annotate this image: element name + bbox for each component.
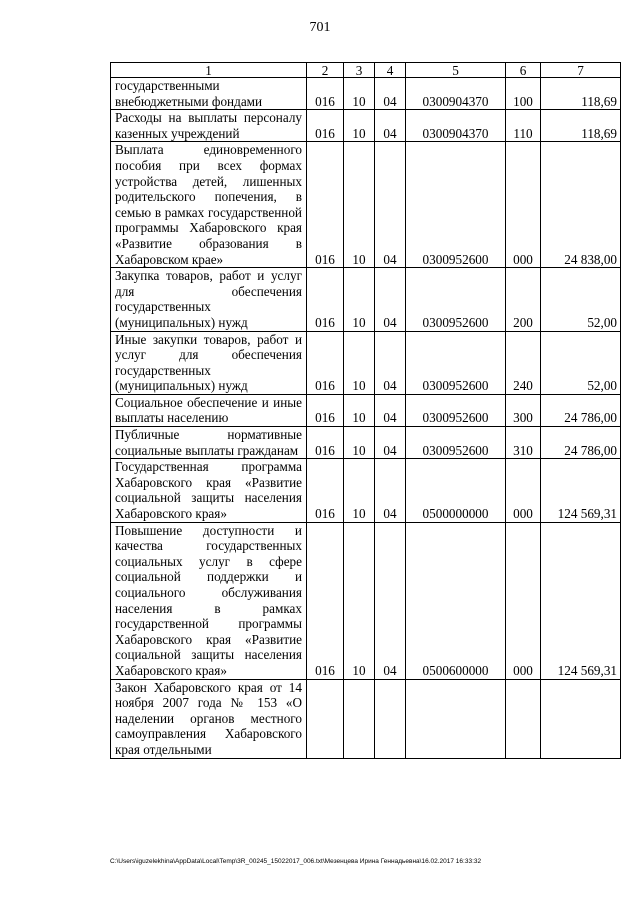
row-name-cell: Иные закупки товаров, работ и услуг для обеспечения государственных (муниципальных) нужд <box>111 331 307 394</box>
target-article-cell: 0300952600 <box>406 427 506 459</box>
table-row <box>111 394 621 426</box>
target-article-cell: 0300952600 <box>406 331 506 394</box>
subsection-cell: 04 <box>375 331 406 394</box>
table-row <box>111 459 621 522</box>
expense-type-cell <box>506 679 541 758</box>
row-name-cell: Социальное обеспечение и иные выплаты населению <box>111 394 307 426</box>
subsection-cell: 04 <box>375 142 406 268</box>
amount-cell: 24 838,00 <box>541 142 621 268</box>
subsection-cell <box>375 679 406 758</box>
target-article-cell: 0300904370 <box>406 110 506 142</box>
rz-cell: 016 <box>307 142 344 268</box>
target-article-cell: 0300904370 <box>406 78 506 110</box>
section-cell: 10 <box>344 394 375 426</box>
amount-cell: 24 786,00 <box>541 427 621 459</box>
section-cell: 10 <box>344 268 375 331</box>
rz-cell <box>307 679 344 758</box>
row-name-cell: Расходы на выплаты персоналу казенных учреждений <box>111 110 307 142</box>
amount-cell: 24 786,00 <box>541 394 621 426</box>
table-row <box>111 78 621 110</box>
section-cell: 10 <box>344 110 375 142</box>
section-cell: 10 <box>344 427 375 459</box>
table-row <box>111 110 621 142</box>
row-name-cell: Государственная программа Хабаровского края «Развитие социальной защиты населения Хабаровского края» <box>111 459 307 522</box>
row-name-cell: Закупка товаров, работ и услуг для обеспечения государственных (муниципальных) нужд <box>111 268 307 331</box>
expense-type-cell: 110 <box>506 110 541 142</box>
subsection-cell: 04 <box>375 394 406 426</box>
amount-cell: 52,00 <box>541 268 621 331</box>
rz-cell: 016 <box>307 78 344 110</box>
rz-cell: 016 <box>307 427 344 459</box>
amount-cell <box>541 679 621 758</box>
table-row <box>111 142 621 268</box>
expense-type-cell: 000 <box>506 459 541 522</box>
subsection-cell: 04 <box>375 78 406 110</box>
expense-type-cell: 100 <box>506 78 541 110</box>
section-cell: 10 <box>344 78 375 110</box>
amount-cell: 124 569,31 <box>541 459 621 522</box>
expense-type-cell: 200 <box>506 268 541 331</box>
rz-cell: 016 <box>307 394 344 426</box>
subsection-cell: 04 <box>375 522 406 679</box>
target-article-cell <box>406 679 506 758</box>
expense-type-cell: 000 <box>506 522 541 679</box>
expense-type-cell: 310 <box>506 427 541 459</box>
header-cell: 2 <box>307 63 344 78</box>
rz-cell: 016 <box>307 459 344 522</box>
file-path-footer: C:\Users\iguzelekhina\AppData\Local\Temp\3R_00245_15022017_006.txt\Мезенцева Ирина Геннадьевна\16.02.2017 16:33:32 <box>110 858 482 865</box>
row-name-cell: государственными внебюджетными фондами <box>111 78 307 110</box>
page-number: 701 <box>309 20 331 35</box>
subsection-cell: 04 <box>375 459 406 522</box>
header-cell: 7 <box>541 63 621 78</box>
amount-cell: 52,00 <box>541 331 621 394</box>
target-article-cell: 0500000000 <box>406 459 506 522</box>
table-row <box>111 268 621 331</box>
table-row <box>111 427 621 459</box>
header-cell: 4 <box>375 63 406 78</box>
expense-type-cell: 000 <box>506 142 541 268</box>
rz-cell: 016 <box>307 268 344 331</box>
amount-cell: 118,69 <box>541 78 621 110</box>
header-cell: 1 <box>111 63 307 78</box>
rz-cell: 016 <box>307 110 344 142</box>
header-cell: 3 <box>344 63 375 78</box>
target-article-cell: 0300952600 <box>406 394 506 426</box>
subsection-cell: 04 <box>375 110 406 142</box>
header-cell: 5 <box>406 63 506 78</box>
table-row <box>111 679 621 758</box>
section-cell: 10 <box>344 459 375 522</box>
budget-table <box>110 62 621 759</box>
expense-type-cell: 240 <box>506 331 541 394</box>
expense-type-cell: 300 <box>506 394 541 426</box>
rz-cell: 016 <box>307 331 344 394</box>
amount-cell: 124 569,31 <box>541 522 621 679</box>
row-name-cell: Повышение доступности и качества государственных социальных услуг в сфере социальной поддержки и социального обслуживания населения в рамках государственной программы Хабаровского края «Развитие социальной защиты населения Хабаровского края» <box>111 522 307 679</box>
row-name-cell: Выплата единовременного пособия при всех формах устройства детей, лишенных родительского попечения, в семью в рамках государственной программы Хабаровского края «Развитие образования в Хабаровском крае» <box>111 142 307 268</box>
section-cell: 10 <box>344 331 375 394</box>
section-cell: 10 <box>344 522 375 679</box>
target-article-cell: 0300952600 <box>406 142 506 268</box>
target-article-cell: 0300952600 <box>406 268 506 331</box>
table-row <box>111 331 621 394</box>
rz-cell: 016 <box>307 522 344 679</box>
section-cell <box>344 679 375 758</box>
row-name-cell: Закон Хабаровского края от 14 ноября 2007 года № 153 «О наделении органов местного самоуправления Хабаровского края отдельными <box>111 679 307 758</box>
row-name-cell: Публичные нормативные социальные выплаты гражданам <box>111 427 307 459</box>
target-article-cell: 0500600000 <box>406 522 506 679</box>
amount-cell: 118,69 <box>541 110 621 142</box>
subsection-cell: 04 <box>375 427 406 459</box>
header-cell: 6 <box>506 63 541 78</box>
subsection-cell: 04 <box>375 268 406 331</box>
section-cell: 10 <box>344 142 375 268</box>
table-row <box>111 522 621 679</box>
table-header-row <box>111 63 621 78</box>
